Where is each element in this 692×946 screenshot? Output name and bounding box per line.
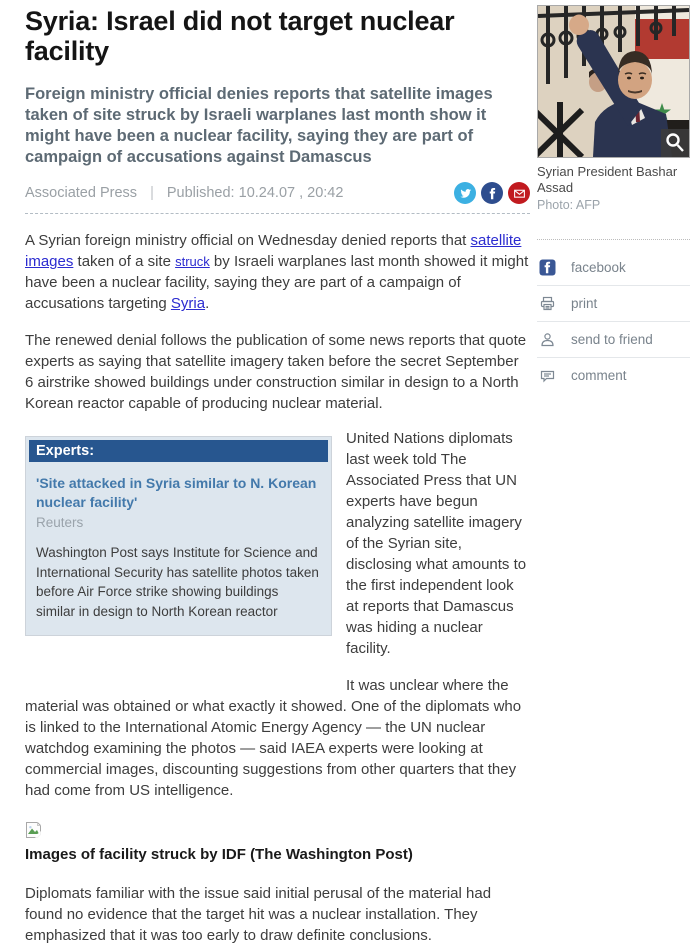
inline-link[interactable]: struck: [175, 254, 210, 270]
paragraph-3: United Nations diplomats last week told The Associated Press that UN experts have begun analyzing satellite imagery of the Syrian site, disclosing what amounts to the first independent look at reports that Damascus was hiding a nuclear facility.: [346, 430, 527, 658]
share-link-facebook[interactable]: [537, 250, 690, 286]
experts-box-header: Experts:: [29, 440, 328, 462]
inline-link[interactable]: Syria: [170, 295, 206, 313]
share-links-list: [537, 250, 690, 393]
byline-author: Associated Press: [25, 185, 138, 202]
print-icon: [539, 295, 556, 312]
paragraph-1: A Syrian foreign ministry official on Wednesday denied reports that satellite images taken of a site struck by Israeli warplanes last month showed it might have been a nuclear facility, saying they are part of a campaign of accusations targeting Syria.: [25, 232, 529, 313]
experts-inset-box: [25, 436, 332, 636]
paragraph-5: Diplomats familiar with the issue said initial perusal of the material had found no evidence that the target hit was a nuclear installation. They emphasized that it was too early to draw definite conclusions.: [25, 885, 492, 945]
paragraph-4: It was unclear where the material was obtained or what exactly it showed. One of the diplomats who is linked to the International Atomic Energy Agency — the UN nuclear watchdog examining the photos — said IAEA experts were looking at commercial images, discounting suggestions from other quarters that they had come from US intelligence.: [25, 677, 522, 800]
experts-box-body: Washington Post says Institute for Science and International Security has satellite photos taken before Air Force strike showing buildings similar in design to North Korean reactor: [36, 545, 319, 619]
published-value: 10.24.07 , 20:42: [238, 185, 344, 202]
share-label: print: [571, 296, 598, 311]
facebook-icon: [539, 259, 556, 276]
email-icon: [513, 187, 526, 200]
byline-separator: |: [150, 185, 154, 202]
article-share-icons: [454, 182, 530, 204]
photo-caption: Syrian President Bashar Assad: [537, 164, 678, 195]
share-link-comment[interactable]: [537, 358, 690, 393]
experts-box-link[interactable]: 'Site attacked in Syria similar to N. Korean nuclear facility': [36, 475, 317, 511]
related-link-block: [25, 821, 530, 864]
photo-credit: Photo: AFP: [537, 198, 601, 212]
experts-box-source: Reuters: [36, 515, 84, 531]
broken-image-icon: [25, 821, 530, 845]
facebook-share-button[interactable]: [481, 182, 503, 204]
article-photo[interactable]: [537, 5, 690, 158]
published-label: Published:: [166, 185, 235, 202]
sidebar: [537, 5, 690, 393]
share-label: send to friend: [571, 332, 653, 347]
sidebar-divider: [537, 239, 690, 240]
assad-photo-illustration: [538, 6, 689, 157]
byline-row: [25, 181, 530, 205]
share-link-print[interactable]: [537, 286, 690, 322]
byline: [25, 185, 343, 201]
share-link-send-to-friend[interactable]: [537, 322, 690, 358]
send-to-friend-icon: [539, 331, 556, 348]
byline-divider: [25, 213, 530, 214]
page-title: Syria: Israel did not target nuclear facility: [25, 6, 455, 66]
comment-icon: [539, 367, 556, 384]
email-share-button[interactable]: [508, 182, 530, 204]
twitter-icon: [459, 187, 472, 200]
inline-link[interactable]: satellite images: [25, 232, 522, 271]
box-and-text-zone: [25, 428, 530, 801]
twitter-share-button[interactable]: [454, 182, 476, 204]
article-subheadline: Foreign ministry official denies reports that satellite images taken of site struck by Israeli warplanes last month show it might have been a nuclear facility, saying they are part of campaign of accusations against Damascus: [25, 85, 493, 167]
article-column: [25, 0, 530, 946]
facebook-icon: [486, 187, 499, 200]
share-label: comment: [571, 368, 627, 383]
related-article-link[interactable]: Images of facility struck by IDF (The Washington Post): [25, 846, 413, 864]
paragraph-2: The renewed denial follows the publication of some news reports that quote experts as saying that satellite imagery taken before the secret September 6 airstrike showed buildings under construction similar in design to a North Korean reactor capable of producing nuclear material.: [25, 332, 527, 413]
share-label: facebook: [571, 260, 626, 275]
